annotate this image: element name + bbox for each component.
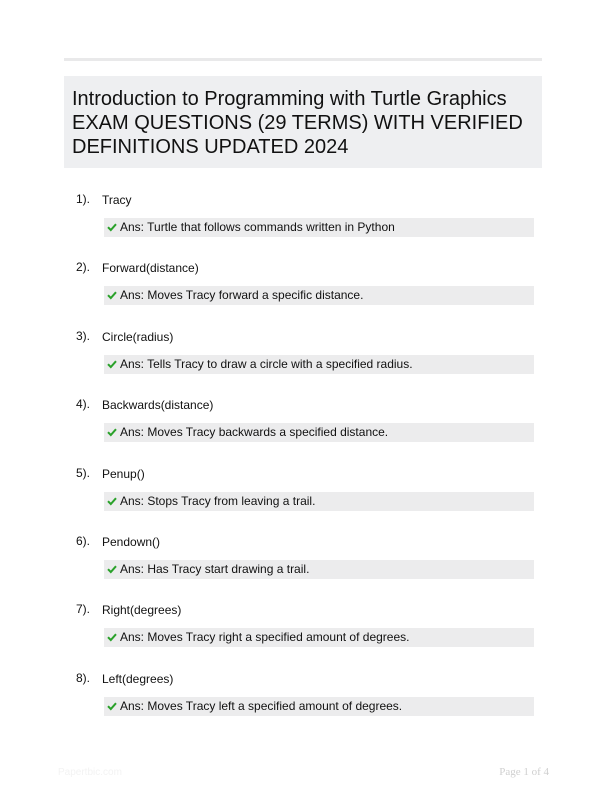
item-term: Left(degrees) — [102, 671, 174, 686]
list-item — [0, 600, 606, 668]
check-icon — [107, 564, 117, 574]
item-term: Right(degrees) — [102, 603, 182, 618]
item-answer-box — [104, 218, 534, 237]
item-term: Backwards(distance) — [102, 398, 214, 413]
item-answer-box — [104, 628, 534, 647]
item-term: Pendown() — [102, 534, 161, 549]
check-icon — [107, 632, 117, 642]
list-item — [0, 327, 606, 395]
item-answer: Ans: Tells Tracy to draw a circle with a specified radius. — [120, 356, 413, 371]
item-term: Circle(radius) — [102, 329, 174, 344]
page-number: Page 1 of 4 — [499, 766, 549, 778]
item-number: 4). — [76, 397, 91, 412]
check-icon — [107, 290, 117, 300]
item-number: 1). — [76, 192, 91, 206]
item-answer-box — [104, 560, 534, 579]
item-answer: Ans: Moves Tracy right a specified amount of degrees. — [120, 630, 410, 645]
check-icon — [107, 496, 117, 506]
item-answer: Ans: Moves Tracy backwards a specified distance. — [120, 425, 389, 440]
item-number: 3). — [76, 328, 91, 343]
check-icon — [107, 427, 117, 437]
title-banner — [64, 76, 542, 168]
item-number: 2). — [76, 260, 91, 275]
item-answer-box — [104, 423, 534, 442]
item-number: 6). — [76, 533, 91, 548]
list-item — [0, 669, 606, 737]
item-number: 8). — [76, 670, 91, 685]
item-answer: Ans: Turtle that follows commands written in Python — [120, 220, 395, 234]
item-answer-box — [104, 697, 534, 716]
footer-watermark: Papertbic.com — [58, 767, 122, 778]
list-item — [0, 395, 606, 463]
list-item — [0, 190, 606, 258]
check-icon — [107, 359, 117, 369]
qa-list — [0, 190, 606, 737]
check-icon — [107, 701, 117, 711]
item-term: Penup() — [102, 466, 145, 481]
check-icon — [107, 222, 117, 232]
document-title: Introduction to Programming with Turtle Graphics EXAM QUESTIONS (29 TERMS) WITH VERIFIED DEFINITIONS UPDATED 2024 — [72, 88, 523, 158]
item-answer: Ans: Has Tracy start drawing a trail. — [120, 561, 310, 576]
item-number: 7). — [76, 602, 91, 617]
item-answer: Ans: Moves Tracy forward a specific distance. — [120, 288, 364, 303]
item-term: Tracy — [102, 193, 132, 207]
item-term: Forward(distance) — [102, 261, 199, 276]
item-answer-box — [104, 492, 534, 511]
item-answer-box — [104, 355, 534, 374]
list-item — [0, 532, 606, 600]
item-answer: Ans: Stops Tracy from leaving a trail. — [120, 493, 316, 508]
top-divider — [64, 58, 542, 61]
item-answer-box — [104, 286, 534, 305]
list-item — [0, 464, 606, 532]
item-answer: Ans: Moves Tracy left a specified amount of degrees. — [120, 698, 403, 713]
list-item — [0, 258, 606, 326]
item-number: 5). — [76, 465, 91, 480]
